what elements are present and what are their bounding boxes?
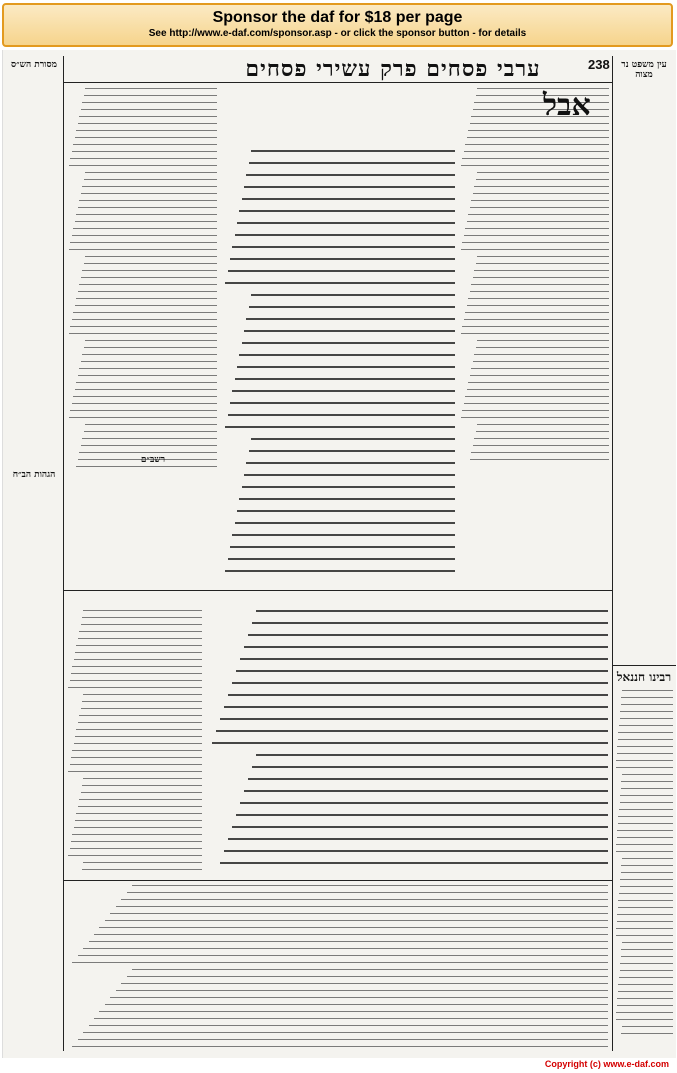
text-line	[618, 823, 673, 824]
text-line	[256, 610, 608, 612]
text-line	[236, 814, 608, 816]
text-line	[621, 697, 673, 698]
text-line	[237, 366, 455, 368]
rashbam-lower-column	[67, 610, 202, 880]
text-line	[78, 291, 218, 292]
text-line	[617, 837, 673, 838]
text-line	[81, 193, 218, 194]
text-line	[225, 570, 455, 572]
text-line	[468, 130, 609, 131]
text-line	[74, 743, 202, 744]
text-line	[132, 969, 608, 970]
text-line	[75, 736, 202, 737]
text-line	[78, 955, 608, 956]
masoret-hashas-label: מסורת הש״ס	[11, 60, 57, 70]
text-line	[619, 809, 673, 810]
text-line	[461, 165, 610, 166]
text-line	[620, 963, 673, 964]
text-line	[71, 673, 202, 674]
text-line	[78, 123, 218, 124]
text-line	[465, 144, 609, 145]
text-line	[471, 452, 609, 453]
text-line	[89, 941, 608, 942]
text-line	[76, 645, 202, 646]
text-line	[621, 949, 673, 950]
section-divider-1	[63, 590, 612, 591]
text-line	[462, 326, 609, 327]
text-line	[477, 256, 609, 257]
text-line	[239, 210, 455, 212]
text-line	[617, 921, 673, 922]
text-line	[248, 778, 608, 780]
text-line	[468, 382, 609, 383]
text-line	[71, 841, 202, 842]
text-line	[619, 893, 673, 894]
text-line	[72, 666, 202, 667]
gemara-lower-block	[208, 610, 608, 870]
text-line	[82, 785, 202, 786]
text-line	[99, 927, 608, 928]
text-line	[84, 95, 218, 96]
text-line	[76, 214, 217, 215]
text-line	[619, 725, 673, 726]
text-line	[473, 277, 610, 278]
text-line	[476, 347, 610, 348]
text-line	[474, 270, 609, 271]
text-line	[73, 144, 217, 145]
text-line	[462, 158, 609, 159]
text-line	[81, 277, 218, 278]
text-line	[228, 414, 455, 416]
rashbam-label: רשב״ם	[140, 455, 166, 465]
text-line	[464, 151, 610, 152]
text-line	[74, 827, 202, 828]
text-line	[473, 193, 610, 194]
text-line	[75, 820, 202, 821]
text-line	[465, 228, 609, 229]
text-line	[76, 382, 217, 383]
text-line	[76, 813, 202, 814]
text-line	[256, 754, 608, 756]
text-line	[110, 997, 608, 998]
text-line	[68, 687, 202, 688]
text-line	[94, 1018, 608, 1019]
rabbeinu-divider	[612, 665, 676, 666]
text-line	[76, 298, 217, 299]
text-line	[105, 920, 608, 921]
text-line	[476, 263, 610, 264]
talmud-page-scan	[2, 50, 676, 1058]
text-line	[82, 701, 202, 702]
text-line	[248, 634, 608, 636]
text-line	[616, 851, 673, 852]
text-line	[617, 914, 673, 915]
text-line	[81, 109, 218, 110]
text-line	[622, 942, 673, 943]
text-line	[232, 682, 608, 684]
text-line	[242, 486, 455, 488]
text-line	[84, 179, 218, 180]
text-line	[68, 771, 202, 772]
text-line	[232, 390, 455, 392]
text-line	[72, 750, 202, 751]
text-line	[79, 715, 202, 716]
text-line	[622, 690, 673, 691]
text-line	[239, 498, 455, 500]
text-line	[84, 263, 218, 264]
text-line	[72, 962, 608, 963]
text-line	[83, 610, 202, 611]
text-line	[616, 1019, 673, 1020]
text-line	[462, 410, 609, 411]
tosafot-column	[459, 88, 609, 578]
text-line	[470, 459, 610, 460]
text-line	[464, 235, 610, 236]
text-line	[225, 282, 455, 284]
text-line	[477, 172, 609, 173]
text-line	[465, 396, 609, 397]
text-line	[618, 816, 673, 817]
text-line	[616, 844, 673, 845]
text-line	[249, 162, 455, 164]
text-line	[82, 617, 202, 618]
text-line	[230, 402, 455, 404]
text-line	[474, 354, 609, 355]
text-line	[132, 885, 608, 886]
text-line	[251, 294, 455, 296]
text-line	[467, 137, 610, 138]
text-line	[85, 424, 217, 425]
text-line	[85, 340, 217, 341]
text-line	[79, 452, 217, 453]
text-line	[81, 361, 218, 362]
text-line	[235, 522, 455, 524]
text-line	[78, 375, 218, 376]
text-line	[461, 333, 610, 334]
text-line	[73, 312, 217, 313]
text-line	[464, 319, 610, 320]
text-line	[468, 298, 609, 299]
text-line	[81, 708, 203, 709]
text-line	[84, 347, 218, 348]
text-line	[239, 354, 455, 356]
text-line	[246, 174, 455, 176]
text-line	[244, 330, 455, 332]
text-line	[69, 333, 218, 334]
page-header-title: ערבי פסחים פרק עשירי פסחים	[245, 56, 541, 82]
text-line	[230, 546, 455, 548]
hagahot-habach-label: הגהות הב״ח	[12, 470, 56, 480]
text-line	[618, 907, 673, 908]
text-line	[232, 826, 608, 828]
text-line	[244, 646, 608, 648]
text-line	[471, 284, 609, 285]
text-line	[116, 990, 608, 991]
text-line	[83, 948, 608, 949]
text-line	[110, 913, 608, 914]
text-line	[75, 389, 218, 390]
section-divider-2	[63, 880, 612, 881]
text-line	[240, 658, 608, 660]
page-number: 238	[588, 57, 610, 72]
text-line	[70, 680, 202, 681]
text-line	[224, 850, 608, 852]
text-line	[228, 694, 608, 696]
text-line	[79, 284, 217, 285]
text-line	[82, 869, 202, 870]
text-line	[85, 88, 217, 89]
text-line	[620, 886, 673, 887]
text-line	[618, 732, 673, 733]
text-line	[72, 403, 218, 404]
text-line	[244, 474, 455, 476]
text-line	[252, 766, 608, 768]
text-line	[617, 830, 673, 831]
text-line	[78, 806, 202, 807]
text-line	[620, 711, 673, 712]
text-line	[94, 934, 608, 935]
text-line	[461, 417, 610, 418]
text-line	[252, 622, 608, 624]
text-line	[76, 729, 202, 730]
text-line	[249, 450, 455, 452]
text-line	[242, 342, 455, 344]
text-line	[618, 991, 673, 992]
text-line	[81, 445, 218, 446]
text-line	[251, 150, 455, 152]
text-line	[230, 258, 455, 260]
text-line	[240, 802, 608, 804]
text-line	[621, 865, 673, 866]
text-line	[617, 753, 673, 754]
text-line	[473, 361, 610, 362]
text-line	[476, 179, 610, 180]
text-line	[75, 221, 218, 222]
text-line	[620, 718, 673, 719]
text-line	[70, 158, 217, 159]
sponsor-banner[interactable]	[2, 3, 673, 47]
text-line	[237, 222, 455, 224]
text-line	[70, 764, 202, 765]
text-line	[70, 242, 217, 243]
text-line	[81, 624, 203, 625]
text-line	[116, 906, 608, 907]
text-line	[235, 378, 455, 380]
first-word: אבל	[543, 88, 591, 123]
text-line	[73, 396, 217, 397]
text-line	[81, 792, 203, 793]
text-line	[244, 790, 608, 792]
text-line	[75, 652, 202, 653]
text-line	[228, 838, 608, 840]
text-line	[74, 659, 202, 660]
text-line	[471, 368, 609, 369]
text-line	[79, 368, 217, 369]
text-line	[622, 858, 673, 859]
text-line	[620, 879, 673, 880]
text-line	[78, 207, 218, 208]
text-line	[616, 935, 673, 936]
text-line	[216, 730, 608, 732]
text-line	[228, 270, 455, 272]
text-line	[127, 976, 608, 977]
text-line	[76, 466, 217, 467]
text-line	[465, 312, 609, 313]
text-line	[225, 426, 455, 428]
text-line	[251, 438, 455, 440]
text-line	[249, 306, 455, 308]
text-line	[236, 670, 608, 672]
text-line	[224, 706, 608, 708]
text-line	[621, 781, 673, 782]
text-line	[78, 638, 202, 639]
text-line	[621, 788, 673, 789]
text-line	[83, 778, 202, 779]
text-line	[69, 249, 218, 250]
text-line	[235, 234, 455, 236]
copyright-notice: Copyright (c) www.e-daf.com	[544, 1059, 669, 1069]
text-line	[474, 186, 609, 187]
text-line	[621, 872, 673, 873]
text-line	[82, 186, 217, 187]
text-line	[474, 438, 609, 439]
text-line	[72, 151, 218, 152]
text-line	[617, 1005, 673, 1006]
bottom-commentary	[67, 885, 608, 1050]
text-line	[220, 718, 608, 720]
text-line	[473, 445, 610, 446]
text-line	[68, 855, 202, 856]
ein-mishpat-label: עין משפט נר מצוה	[621, 60, 667, 80]
text-line	[470, 207, 610, 208]
text-line	[78, 1039, 608, 1040]
text-line	[84, 431, 218, 432]
text-line	[85, 256, 217, 257]
text-line	[471, 200, 609, 201]
text-line	[467, 305, 610, 306]
text-line	[237, 510, 455, 512]
text-line	[246, 318, 455, 320]
text-line	[618, 739, 673, 740]
text-line	[70, 848, 202, 849]
right-margin-rule	[612, 56, 613, 1051]
text-line	[121, 899, 608, 900]
text-line	[617, 998, 673, 999]
text-line	[212, 742, 608, 744]
text-line	[69, 165, 218, 166]
text-line	[619, 977, 673, 978]
text-line	[468, 214, 609, 215]
text-line	[82, 354, 217, 355]
text-line	[621, 704, 673, 705]
text-line	[232, 246, 455, 248]
text-line	[71, 757, 202, 758]
text-line	[616, 767, 673, 768]
text-line	[79, 200, 217, 201]
text-line	[477, 424, 609, 425]
text-line	[470, 375, 610, 376]
header-rule	[63, 82, 612, 83]
text-line	[621, 1033, 673, 1034]
text-line	[83, 862, 202, 863]
text-line	[622, 774, 673, 775]
text-line	[616, 928, 673, 929]
text-line	[622, 1026, 673, 1027]
text-line	[69, 417, 218, 418]
text-line	[616, 1012, 673, 1013]
text-line	[82, 270, 217, 271]
text-line	[72, 319, 218, 320]
text-line	[121, 983, 608, 984]
text-line	[621, 956, 673, 957]
sponsor-title: Sponsor the daf for $18 per page	[212, 9, 463, 26]
rabbeinu-chananel-column	[615, 690, 673, 1050]
text-line	[72, 235, 218, 236]
text-line	[99, 1011, 608, 1012]
text-line	[476, 431, 610, 432]
text-line	[620, 802, 673, 803]
text-line	[79, 631, 202, 632]
text-line	[82, 102, 217, 103]
text-line	[70, 410, 217, 411]
text-line	[82, 438, 217, 439]
text-line	[618, 900, 673, 901]
left-margin-rule	[63, 56, 64, 1051]
text-line	[461, 249, 610, 250]
gemara-column	[223, 150, 455, 580]
text-line	[467, 389, 610, 390]
text-line	[75, 137, 218, 138]
text-line	[616, 760, 673, 761]
text-line	[232, 534, 455, 536]
rabbeinu-chananel-title: רבינו חננאל	[616, 670, 672, 684]
text-line	[462, 242, 609, 243]
text-line	[89, 1025, 608, 1026]
text-line	[246, 462, 455, 464]
sponsor-subtitle: See http://www.e-daf.com/sponsor.asp - or click the sponsor button - for details	[148, 28, 527, 39]
text-line	[83, 1032, 608, 1033]
text-line	[228, 558, 455, 560]
text-line	[73, 228, 217, 229]
text-line	[78, 722, 202, 723]
text-line	[477, 340, 609, 341]
rashbam-column	[67, 88, 217, 588]
text-line	[470, 291, 610, 292]
text-line	[620, 970, 673, 971]
text-line	[470, 123, 610, 124]
text-line	[85, 172, 217, 173]
text-line	[244, 186, 455, 188]
text-line	[617, 746, 673, 747]
text-line	[76, 130, 217, 131]
text-line	[127, 892, 608, 893]
text-line	[105, 1004, 608, 1005]
text-line	[464, 403, 610, 404]
text-line	[75, 305, 218, 306]
text-line	[72, 834, 202, 835]
text-line	[620, 795, 673, 796]
text-line	[72, 1046, 608, 1047]
text-line	[70, 326, 217, 327]
text-line	[79, 799, 202, 800]
text-line	[242, 198, 455, 200]
text-line	[83, 694, 202, 695]
text-line	[79, 116, 217, 117]
text-line	[467, 221, 610, 222]
text-line	[220, 862, 608, 864]
text-line	[618, 984, 673, 985]
